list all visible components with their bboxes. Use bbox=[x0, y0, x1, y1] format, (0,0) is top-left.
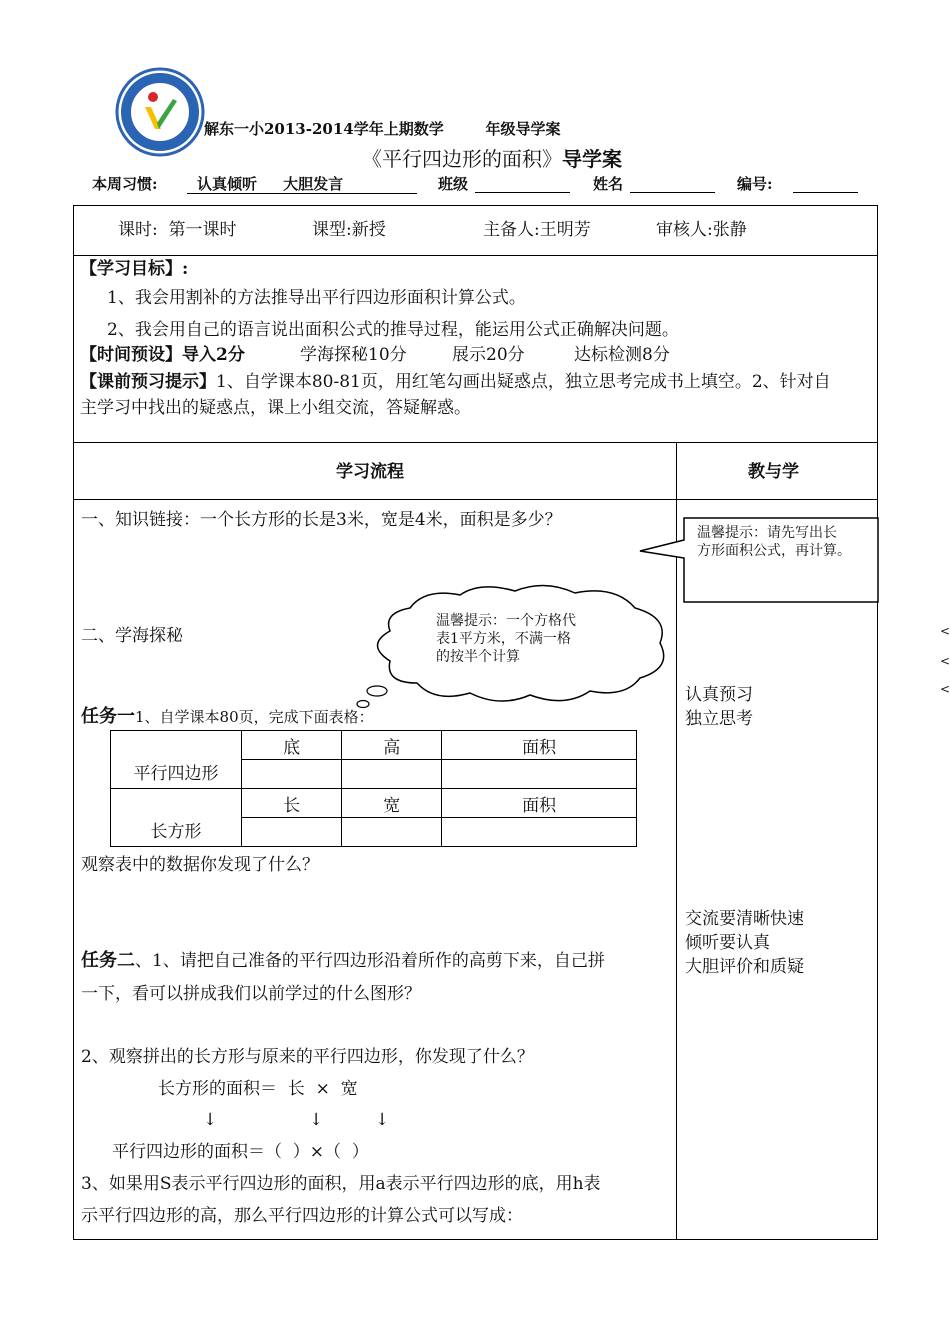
cloud-tip-line2: 表1平方米，不满一格 bbox=[436, 631, 571, 647]
input-cell[interactable] bbox=[342, 760, 442, 789]
number-field[interactable] bbox=[793, 192, 858, 193]
class-field[interactable] bbox=[475, 192, 570, 193]
time-plan-test: 达标检测8分 bbox=[574, 345, 670, 365]
task1-label: 任务一 bbox=[81, 706, 135, 727]
divider bbox=[73, 255, 878, 256]
task2-text: 、1、请把自己准备的平行四边形沿着所作的高剪下来，自己拼 bbox=[135, 951, 605, 971]
cloud-tip-line1: 温馨提示：一个方格代 bbox=[436, 613, 576, 629]
goals-label: 【学习目标】: bbox=[80, 259, 189, 279]
observe-question: 观察表中的数据你发现了什么？ bbox=[81, 855, 319, 875]
doc-title-suffix: 导学案 bbox=[562, 147, 622, 171]
input-cell[interactable] bbox=[442, 760, 637, 789]
header-cell: 底 bbox=[242, 731, 342, 760]
row-label-parallelogram: 平行四边形 bbox=[111, 731, 242, 789]
task2-line2: 一下，看可以拼成我们以前学过的什么图形？ bbox=[81, 984, 421, 1004]
doc-title bbox=[362, 146, 622, 172]
meta-reviewer: 审核人:张静 bbox=[656, 220, 747, 240]
habit-value: 认真倾听 大胆发言 bbox=[187, 175, 417, 194]
question-3-line1: 3、如果用S表示平行四边形的面积，用a表示平行四边形的底，用h表 bbox=[81, 1174, 601, 1194]
class-label: 班级 bbox=[438, 175, 469, 193]
tip-callout-line1: 温馨提示：请先写出长 bbox=[697, 525, 837, 541]
arrow-down: ↓ bbox=[309, 1110, 324, 1130]
formula-rectangle: 长方形的面积＝ 长 × 宽 bbox=[158, 1079, 358, 1099]
time-plan-import: 导入2分 bbox=[182, 345, 245, 365]
divider bbox=[73, 499, 878, 500]
side-note: 倾听要认真 bbox=[685, 933, 770, 953]
school-logo bbox=[115, 67, 205, 157]
preview-line1 bbox=[80, 371, 831, 393]
logo-year: 1980 bbox=[149, 140, 171, 149]
input-cell[interactable] bbox=[242, 760, 342, 789]
side-note: 独立思考 bbox=[685, 709, 753, 729]
habit-label: 本周习惯: bbox=[92, 175, 158, 193]
header-cell: 长 bbox=[242, 789, 342, 818]
side-note: 大胆评价和质疑 bbox=[685, 957, 804, 977]
input-cell[interactable] bbox=[242, 818, 342, 847]
comparison-table bbox=[110, 730, 637, 847]
goal-item: 2、我会用自己的语言说出面积公式的推导过程，能运用公式正确解决问题。 bbox=[107, 320, 679, 340]
meta-type: 课型:新授 bbox=[312, 220, 386, 240]
arrow-down: ↓ bbox=[375, 1110, 390, 1130]
column-teach: 教与学 bbox=[748, 462, 799, 482]
cloud-tip-line3: 的按半个计算 bbox=[436, 649, 520, 665]
meta-author: 主备人:王明芳 bbox=[483, 220, 591, 240]
header-cell: 宽 bbox=[342, 789, 442, 818]
task2-label: 任务二 bbox=[81, 950, 135, 971]
side-note: 认真预习 bbox=[685, 685, 753, 705]
header-cell: 高 bbox=[342, 731, 442, 760]
tip-callout-line2: 方形面积公式，再计算。 bbox=[697, 543, 851, 559]
formula-parallelogram: 平行四边形的面积＝（ ）×（ ） bbox=[112, 1142, 369, 1162]
margin-mark: < bbox=[940, 654, 950, 668]
doc-title-main: 《平行四边形的面积》 bbox=[362, 147, 562, 171]
task2-line1 bbox=[81, 950, 605, 972]
arrow-down: ↓ bbox=[203, 1110, 218, 1130]
margin-mark: < bbox=[940, 624, 950, 638]
header-cell: 面积 bbox=[442, 731, 637, 760]
number-label: 编号: bbox=[737, 175, 773, 193]
name-label: 姓名 bbox=[593, 175, 624, 193]
name-field[interactable] bbox=[630, 192, 715, 193]
task1-text: 1、自学课本80页，完成下面表格： bbox=[135, 708, 374, 726]
section-explore: 二、学海探秘 bbox=[81, 626, 183, 646]
question-3-line2: 示平行四边形的高，那么平行四边形的计算公式可以写成： bbox=[81, 1206, 523, 1226]
meta-period: 课时: 第一课时 bbox=[118, 220, 237, 240]
row-label-rectangle: 长方形 bbox=[111, 789, 242, 847]
time-plan-show: 展示20分 bbox=[452, 345, 525, 365]
divider bbox=[73, 442, 878, 443]
header-cell: 面积 bbox=[442, 789, 637, 818]
side-note: 交流要清晰快速 bbox=[685, 909, 804, 929]
time-plan bbox=[80, 344, 245, 366]
goal-item: 1、我会用割补的方法推导出平行四边形面积计算公式。 bbox=[107, 288, 526, 308]
margin-mark: < bbox=[940, 682, 950, 696]
school-line: 解东一小2013-2014学年上期数学 年级导学案 bbox=[204, 120, 561, 138]
input-cell[interactable] bbox=[442, 818, 637, 847]
column-process: 学习流程 bbox=[336, 462, 404, 482]
question-2: 2、观察拼出的长方形与原来的平行四边形，你发现了什么？ bbox=[81, 1047, 534, 1067]
time-plan-label: 【时间预设】 bbox=[80, 345, 182, 365]
time-plan-explore: 学海探秘10分 bbox=[300, 345, 407, 365]
preview-text: 1、自学课本80-81页，用红笔勾画出疑惑点，独立思考完成书上填空。2、针对自 bbox=[216, 372, 831, 392]
preview-line2: 主学习中找出的疑惑点，课上小组交流，答疑解惑。 bbox=[80, 398, 471, 418]
section-knowledge-link: 一、知识链接：一个长方形的长是3米，宽是4米，面积是多少？ bbox=[81, 510, 562, 530]
task1 bbox=[81, 706, 374, 728]
input-cell[interactable] bbox=[342, 818, 442, 847]
preview-label: 【课前预习提示】 bbox=[80, 372, 216, 392]
